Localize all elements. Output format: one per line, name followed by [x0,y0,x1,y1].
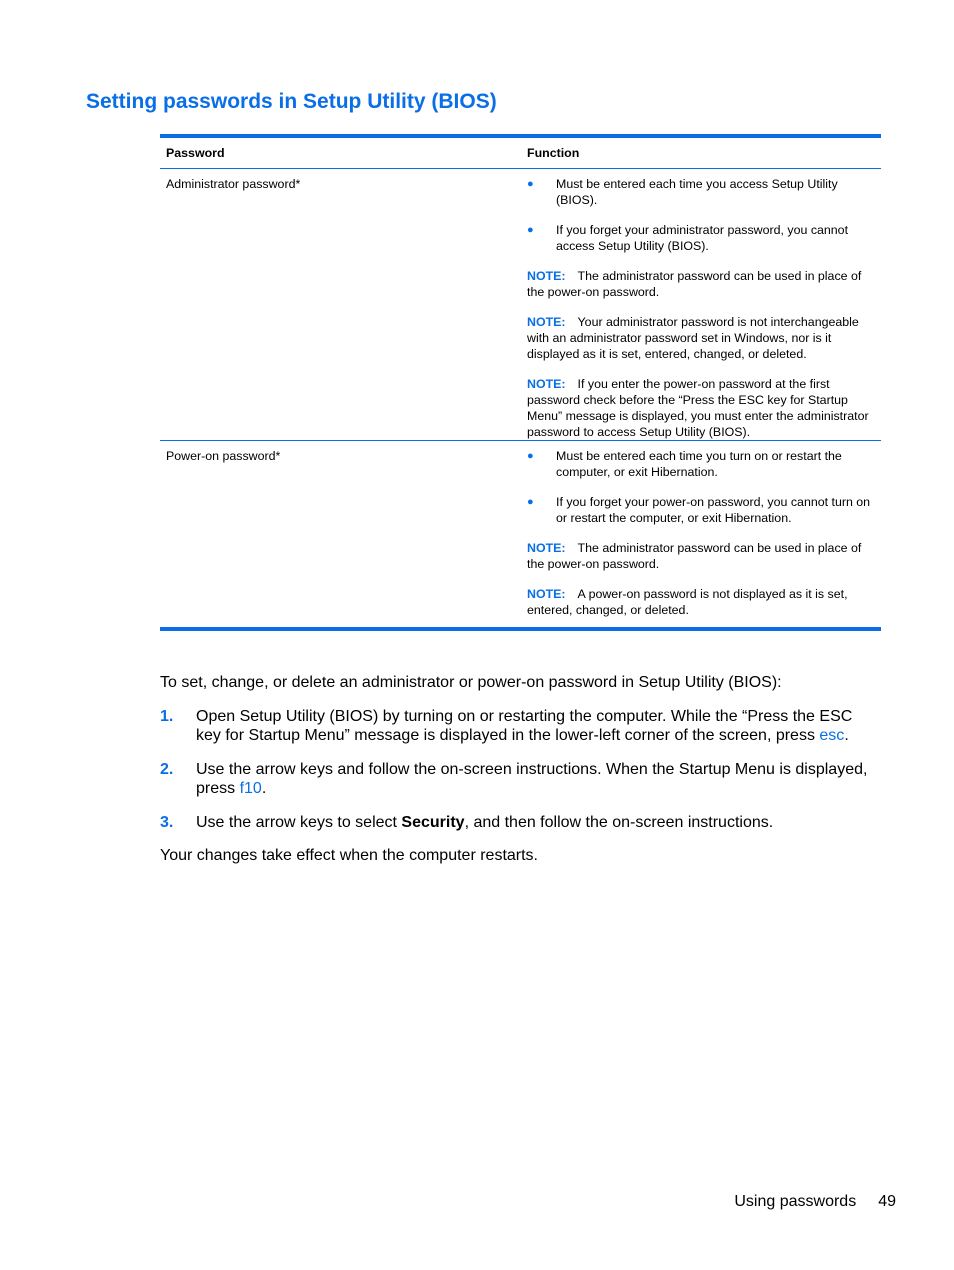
step-1 [160,707,875,745]
table-row [160,441,881,627]
intro-paragraph: To set, change, or delete an administrator or power-on password in Setup Utility (BIOS): [160,674,782,691]
header-password: Password [166,146,225,160]
list-item: ● Must be entered each time you turn on or restart the computer, or exit Hibernation. [527,449,842,479]
table-header [160,138,881,169]
password-name: Power-on password* [166,449,281,463]
footer-section: Using passwords [734,1193,857,1210]
step-text: Open Setup Utility (BIOS) by turning on or restarting the computer. While the “Press the ESC key for Startup Menu” message is displayed in the lower-left corner of the screen, press esc. [196,708,853,744]
note-label: NOTE: [527,587,566,601]
note-label: NOTE: [527,377,566,391]
step-3 [160,813,875,832]
note: NOTE: A power-on password is not displayed as it is set, entered, changed, or deleted. [527,587,848,617]
list-item: ● If you forget your power-on password, you cannot turn on or restart the computer, or exit Hibernation. [527,495,871,525]
note-label: NOTE: [527,315,566,329]
bullet-icon: ● [527,450,534,462]
page-number: 49 [878,1193,896,1210]
function-cell [521,176,881,440]
table-row [160,169,881,441]
security-menu-name: Security [401,814,465,831]
step-number: 1. [160,708,174,725]
page-title: Setting passwords in Setup Utility (BIOS) [86,90,497,113]
header-function: Function [527,146,580,160]
step-text: Use the arrow keys to select Security, and then follow the on-screen instructions. [196,814,774,831]
note: NOTE: The administrator password can be used in place of the power-on password. [527,541,862,571]
function-cell [521,448,881,627]
note: NOTE: If you enter the power-on password at the first password check before the “Press the ESC key for Startup Menu” message is displayed, you must enter the administrator password to access Setup Utility (BIOS). [527,377,869,439]
step-number: 2. [160,761,174,778]
bullet-icon: ● [527,496,534,508]
note: NOTE: Your administrator password is not interchangeable with an administrator password set in Windows, nor is it displayed as it is set, entered, changed, or deleted. [527,315,859,361]
step-2 [160,760,875,798]
password-table [160,134,881,631]
outro-paragraph: Your changes take effect when the computer restarts. [160,847,538,864]
list-item: ● If you forget your administrator password, you cannot access Setup Utility (BIOS). [527,223,849,253]
list-item: ● Must be entered each time you access Setup Utility (BIOS). [527,177,838,207]
note: NOTE: The administrator password can be used in place of the power-on password. [527,269,862,299]
password-name: Administrator password* [166,177,301,191]
page-footer [734,1192,896,1211]
esc-key-link[interactable]: esc [819,727,845,744]
note-label: NOTE: [527,269,566,283]
step-number: 3. [160,814,174,831]
f10-key-link[interactable]: f10 [239,780,262,797]
note-label: NOTE: [527,541,566,555]
bullet-icon: ● [527,178,534,190]
bullet-icon: ● [527,224,534,236]
step-text: Use the arrow keys and follow the on-screen instructions. When the Startup Menu is displayed, press f10. [196,761,868,797]
